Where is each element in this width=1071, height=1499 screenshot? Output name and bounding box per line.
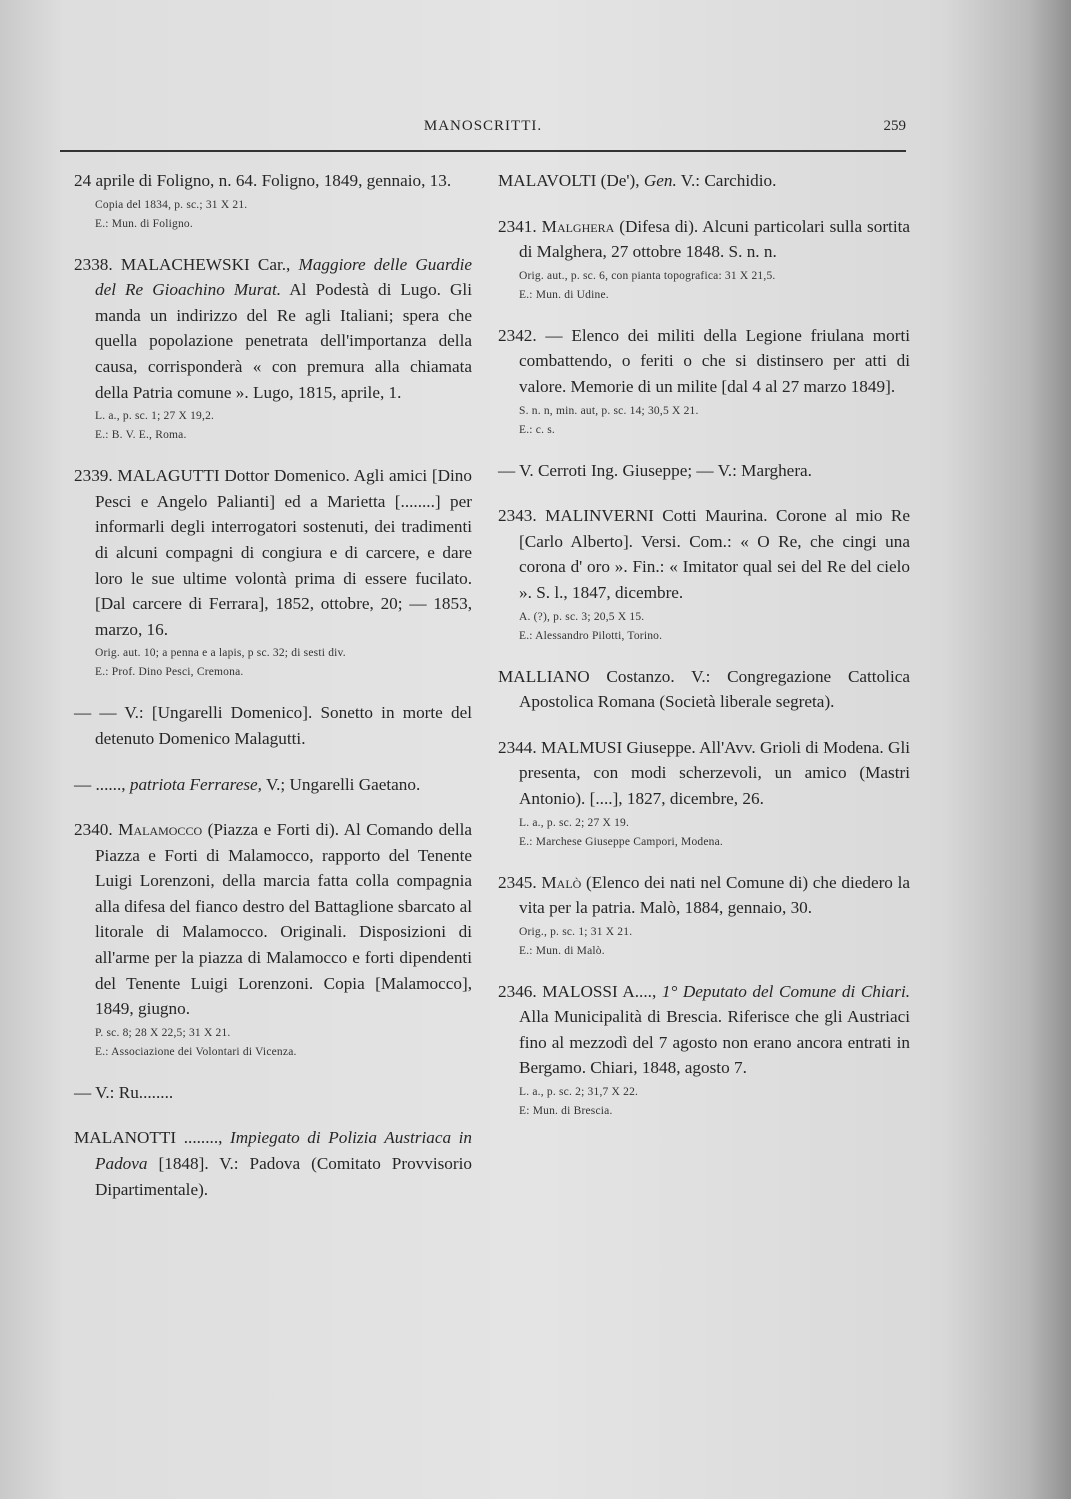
entry-source-note: Orig., p. sc. 1; 31 X 21. — [519, 925, 633, 938]
entry-body: (Piazza e Forti di). Al Comando della Piazza e Forti di Malamocco, rapporto del Tenente Luigi Lorenzoni, della marcia fatta colla compagnia alla difesa del fianco destro del Battaglione sbarcato al litorale di Malamocco. Originali. Disposizioni di all'arme per la piazza di Malamocco e forti dipendenti del Tenente Luigi Lorenzoni. Copia [Malamocco], 1849, giugno. — [95, 820, 472, 1019]
catalog-entry — [498, 323, 910, 438]
entry-source-note: E.: Associazione dei Volontari di Vicenza. — [95, 1045, 297, 1058]
entry-text — [74, 252, 472, 406]
entry-heading: MALANOTTI ........, — [74, 1128, 223, 1148]
page-header — [60, 118, 906, 142]
entry-number: 2341. — [498, 216, 537, 236]
entry-number: 2338. — [74, 254, 113, 274]
catalog-entry — [498, 979, 910, 1119]
entry-body: (Difesa di). Alcuni particolari sulla sortita di Malghera, 27 ottobre 1848. S. n. n. — [519, 216, 911, 262]
catalog-entry — [74, 817, 472, 1060]
catalog-entry — [498, 503, 910, 643]
entry-number: 2345. — [498, 872, 537, 892]
entry-text — [498, 735, 910, 812]
catalog-entry — [74, 463, 472, 680]
entry-text — [498, 323, 910, 400]
entry-text — [74, 700, 472, 751]
catalog-entry — [74, 1080, 472, 1106]
entry-title: Impiegato di Polizia Austriaca in Padova — [95, 1128, 473, 1174]
entry-body: V.: Carchidio. — [680, 171, 777, 190]
entry-number: 2339. — [74, 466, 113, 486]
entry-text — [498, 458, 910, 484]
entry-heading: MALOSSI A...., — [542, 981, 657, 1001]
entry-text — [498, 168, 910, 194]
catalog-entry — [74, 700, 472, 751]
catalog-entry — [74, 1125, 472, 1202]
entry-title: patriota Ferrarese, — [129, 774, 262, 794]
entry-text — [498, 503, 910, 605]
entry-body: Corone al mio Re [Carlo Alberto]. Versi. Com.: « O Re, che cingi una corona d' oro ». Fin.: « Imitator qual sei del Re del cielo ». S. l., 1847, dicembre. — [519, 506, 910, 602]
entry-heading: Malò — [541, 872, 582, 892]
entry-body: V.; Ungarelli Gaetano. — [265, 774, 421, 794]
entry-source-note: L. a., p. sc. 2; 31,7 X 22. — [519, 1086, 639, 1099]
entry-heading: MALMUSI Giuseppe. — [541, 737, 696, 757]
header-rule — [60, 150, 906, 152]
entry-text — [74, 463, 472, 642]
entry-heading: Malghera — [541, 216, 615, 236]
entry-body: — V. Cerroti Ing. Giuseppe; — V.: Marghera. — [498, 460, 812, 480]
entry-text — [498, 214, 910, 265]
entry-source-note: E: Mun. di Brescia. — [519, 1105, 613, 1118]
entry-title: Maggiore delle Guardie del Re Gioachino Murat. — [95, 254, 473, 300]
entry-body: — — V.: [Ungarelli Domenico]. Sonetto in morte del detenuto Domenico Malagutti. — [74, 703, 472, 748]
entry-text — [74, 1080, 472, 1106]
right-column — [498, 168, 910, 1139]
entry-source-note: E.: Alessandro Pilotti, Torino. — [519, 629, 663, 642]
entry-heading: Malamocco — [118, 820, 203, 840]
entry-text — [74, 168, 472, 194]
catalog-entry — [498, 214, 910, 303]
entry-text — [74, 772, 472, 798]
catalog-entry — [498, 735, 910, 850]
entry-body: V.: Congregazione Cattolica Apostolica Romana (Società liberale segreta). — [519, 666, 910, 712]
entry-body: Al Podestà di Lugo. Gli manda un indirizzo del Re agli Italiani; spera che quella popolazione penetrata dell'importanza della causa, corrisponderà « con premura alla chiamata della Patria comune ». Lugo, 1815, aprile, 1. — [95, 280, 472, 402]
entry-text — [74, 817, 472, 1022]
catalog-entry — [74, 772, 472, 798]
entry-heading: MALINVERNI Cotti Maurina. — [545, 506, 768, 526]
entry-body: All'Avv. Grioli di Modena. Gli presenta, con modi scherzevoli, un amico (Mastri Antonio). [....], 1827, dicembre, 26. — [519, 737, 910, 808]
entry-title: Gen. — [643, 171, 677, 190]
entry-source-note: E.: Mun. di Foligno. — [95, 217, 193, 230]
entry-source-note: L. a., p. sc. 2; 27 X 19. — [519, 816, 630, 829]
entry-body: 24 aprile di Foligno, n. 64. Foligno, 1849, gennaio, 13. — [74, 171, 452, 190]
entry-number: 2346. — [498, 981, 537, 1001]
entry-body: — V.: Ru........ — [74, 1082, 174, 1102]
running-title: MANOSCRITTI. — [423, 118, 543, 134]
entry-source-note: A. (?), p. sc. 3; 20,5 X 15. — [519, 610, 645, 623]
page-number: 259 — [883, 118, 906, 134]
entry-heading: MALAVOLTI (De'), — [498, 171, 640, 190]
entry-number: 2340. — [74, 820, 113, 840]
catalog-entry — [74, 168, 472, 232]
entry-source-note: Orig. aut. 10; a penna e a lapis, p sc. 32; di sesti div. — [95, 647, 346, 660]
entry-heading: — ......, — [74, 774, 126, 794]
entry-number: 2343. — [498, 506, 537, 526]
entry-text — [498, 664, 910, 715]
left-column — [74, 168, 472, 1222]
entry-heading: MALLIANO Costanzo. — [498, 666, 675, 686]
entry-text — [498, 979, 910, 1081]
catalog-entry — [498, 664, 910, 715]
catalog-entry — [498, 168, 910, 194]
entry-source-note: Copia del 1834, p. sc.; 31 X 21. — [95, 198, 248, 211]
entry-text — [74, 1125, 472, 1202]
entry-body: (Elenco dei nati nel Comune di) che diedero la vita per la patria. Malò, 1884, gennaio, 30. — [519, 872, 910, 918]
entry-body: [1848]. V.: Padova (Comitato Provvisorio Dipartimentale). — [95, 1154, 472, 1199]
entry-body: Agli amici [Dino Pesci e Angelo Palianti] ed a Marietta [........] per informarli degli interrogatori sostenuti, dei tradimenti di alcuni compagni di congiura e di carcere, e dare loro le sue ultime volontà prima di essere fucilato. [Dal carcere di Ferrara], 1852, ottobre, 20; — 1853, marzo, 16. — [95, 466, 472, 639]
entry-body: Alla Municipalità di Brescia. Riferisce che gli Austriaci fino al mezzodì del 7 agosto non erano ancora entrati in Bergamo. Chiari, 1848, agosto 7. — [519, 1007, 910, 1078]
entry-source-note: E.: Prof. Dino Pesci, Cremona. — [95, 666, 244, 679]
entry-heading: MALACHEWSKI Car., — [120, 254, 291, 274]
entry-number: 2344. — [498, 737, 537, 757]
entry-source-note: P. sc. 8; 28 X 22,5; 31 X 21. — [95, 1026, 231, 1039]
entry-source-note: E.: B. V. E., Roma. — [95, 429, 187, 442]
catalog-entry — [498, 458, 910, 484]
catalog-entry — [498, 870, 910, 959]
catalog-entry — [74, 252, 472, 444]
entry-title: 1° Deputato del Comune di Chiari. — [661, 981, 911, 1001]
entry-source-note: E.: Mun. di Malò. — [519, 944, 605, 957]
entry-number: 2342. — [498, 325, 537, 345]
entry-source-note: E.: Mun. di Udine. — [519, 288, 609, 301]
entry-source-note: E.: c. s. — [519, 423, 555, 436]
entry-text — [498, 870, 910, 921]
entry-source-note: Orig. aut., p. sc. 6, con pianta topografica: 31 X 21,5. — [519, 269, 776, 282]
entry-source-note: L. a., p. sc. 1; 27 X 19,2. — [95, 410, 215, 423]
entry-heading: MALAGUTTI Dottor Domenico. — [117, 466, 350, 486]
entry-source-note: E.: Marchese Giuseppe Campori, Modena. — [519, 835, 724, 848]
entry-source-note: S. n. n, min. aut, p. sc. 14; 30,5 X 21. — [519, 404, 699, 417]
entry-body: — Elenco dei militi della Legione friulana morti combattendo, o feriti o che si distinsero per atti di valore. Memorie di un milite [dal 4 al 27 marzo 1849]. — [519, 325, 911, 396]
